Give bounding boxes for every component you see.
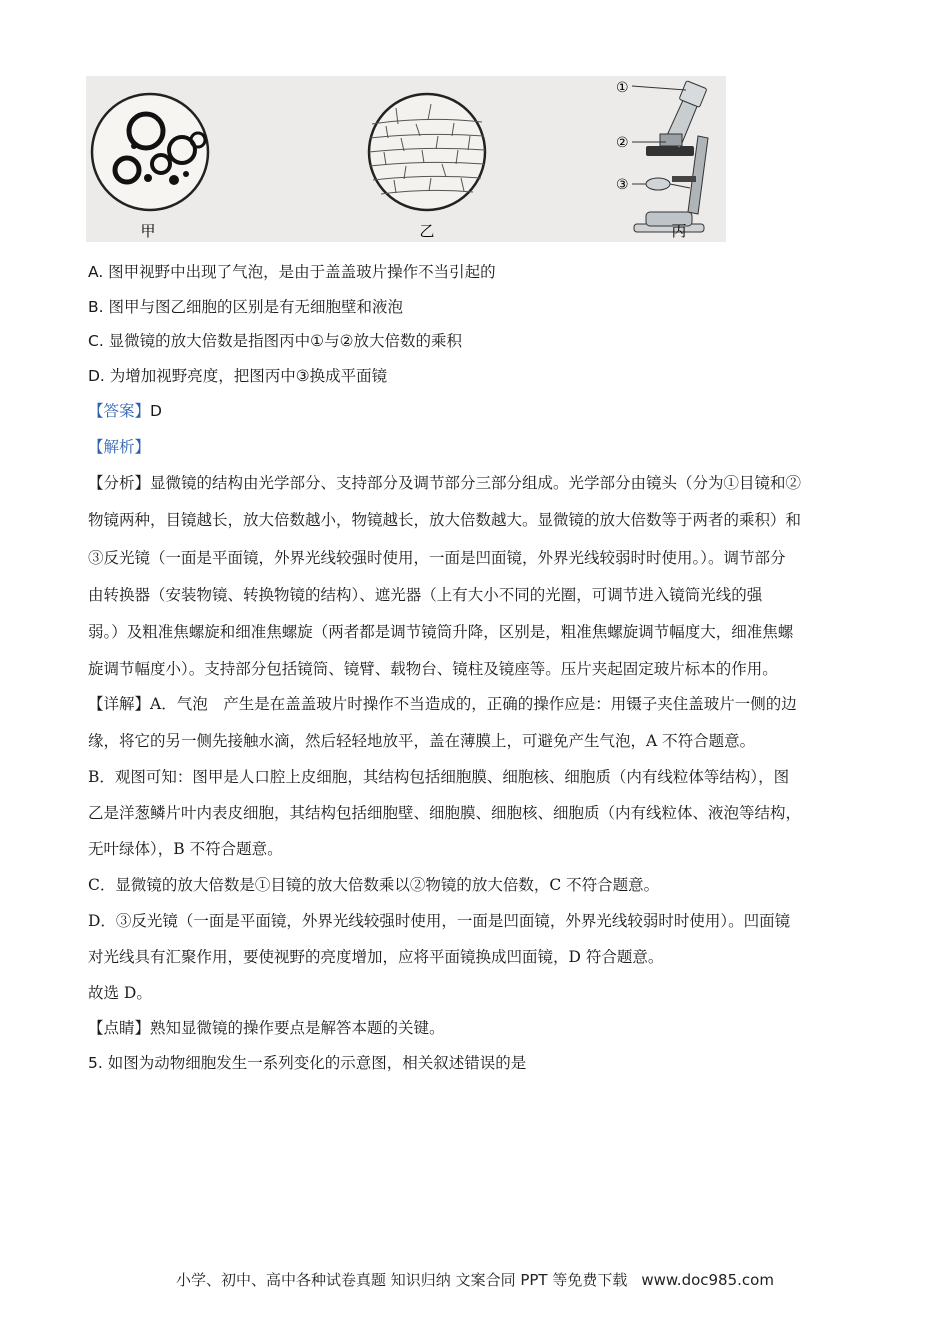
figure-jia-view bbox=[92, 94, 208, 210]
footer-text: 小学、初中、高中各种试卷真题 知识归纳 文案合同 PPT 等免费下载 bbox=[176, 1271, 628, 1289]
body-line: 旋调节幅度小）。支持部分包括镜筒、镜臂、载物台、镜柱及镜座等。压片夹起固定玻片标本的作用。 bbox=[88, 660, 778, 678]
body-line: 故选 D。 bbox=[88, 984, 152, 1002]
body-line: 【点睛】熟知显微镜的操作要点是解答本题的关键。 bbox=[88, 1019, 445, 1037]
option-c: C. 显微镜的放大倍数是指图丙中①与②放大倍数的乘积 bbox=[88, 332, 462, 350]
body-line: 物镜两种，目镜越长，放大倍数越小，物镜越长，放大倍数越大。显微镜的放大倍数等于两者的乘积）和 bbox=[88, 511, 802, 529]
analysis-tag: 【解析】 bbox=[88, 438, 151, 456]
body-line: ③反光镜（一面是平面镜，外界光线较强时使用，一面是凹面镜，外界光线较弱时时使用。）。调节部分 bbox=[88, 549, 786, 567]
body-line: 无叶绿体），B 不符合题意。 bbox=[88, 840, 283, 858]
answer-tag: 【答案】 bbox=[88, 402, 151, 420]
body-line: 缘，将它的另一侧先接触水滴，然后轻轻地放平，盖在薄膜上，可避免产生气泡，A 不符合题意。 bbox=[88, 732, 756, 750]
figure-bing-microscope bbox=[616, 80, 708, 232]
body-line: 由转换器（安装物镜、转换物镜的结构）、遮光器（上有大小不同的光圈，可调节进入镜筒光线的强 bbox=[88, 586, 763, 604]
option-a: A. 图甲视野中出现了气泡，是由于盖盖玻片操作不当引起的 bbox=[88, 263, 496, 281]
answer-value: D bbox=[150, 402, 162, 420]
body-line: D．③反光镜（一面是平面镜，外界光线较强时使用，一面是凹面镜，外界光线较弱时时使用）。凹面镜 bbox=[88, 912, 791, 930]
figure-label-jia: 甲 bbox=[140, 222, 156, 240]
marker-1: ① bbox=[616, 80, 629, 96]
body-line: B．观图可知：图甲是人口腔上皮细胞，其结构包括细胞膜、细胞核、细胞质（内有线粒体等结构），图 bbox=[88, 768, 790, 786]
footer-url[interactable]: www.doc985.com bbox=[641, 1271, 774, 1289]
page-footer bbox=[0, 1269, 950, 1290]
microscope-figure bbox=[86, 76, 726, 242]
option-d: D. 为增加视野亮度，把图丙中③换成平面镜 bbox=[88, 367, 388, 385]
body-line: 对光线具有汇聚作用，要使视野的亮度增加，应将平面镜换成凹面镜，D 符合题意。 bbox=[88, 948, 664, 966]
figure-label-bing: 丙 bbox=[671, 222, 687, 240]
question-5: 5. 如图为动物细胞发生一系列变化的示意图，相关叙述错误的是 bbox=[88, 1054, 527, 1072]
marker-2: ② bbox=[616, 135, 629, 151]
body-line: 【详解】A．气泡 产生是在盖盖玻片时操作不当造成的，正确的操作应是：用镊子夹住盖玻片一侧的边 bbox=[88, 695, 797, 713]
marker-3: ③ bbox=[616, 177, 629, 193]
figure-label-yi: 乙 bbox=[419, 222, 435, 240]
body-line: C．显微镜的放大倍数是①目镜的放大倍数乘以②物镜的放大倍数，C 不符合题意。 bbox=[88, 876, 660, 894]
body-line: 【分析】显微镜的结构由光学部分、支持部分及调节部分三部分组成。光学部分由镜头（分为①目镜和② bbox=[88, 474, 802, 492]
body-line: 弱。）及粗准焦螺旋和细准焦螺旋（两者都是调节镜筒升降，区别是，粗准焦螺旋调节幅度大，细准焦螺 bbox=[88, 623, 794, 641]
figure-yi-view bbox=[369, 94, 485, 210]
body-line: 乙是洋葱鳞片叶内表皮细胞，其结构包括细胞壁、细胞膜、细胞核、细胞质（内有线粒体、液泡等结构， bbox=[88, 804, 802, 822]
option-b: B. 图甲与图乙细胞的区别是有无细胞壁和液泡 bbox=[88, 298, 403, 316]
answer-line bbox=[88, 401, 162, 421]
